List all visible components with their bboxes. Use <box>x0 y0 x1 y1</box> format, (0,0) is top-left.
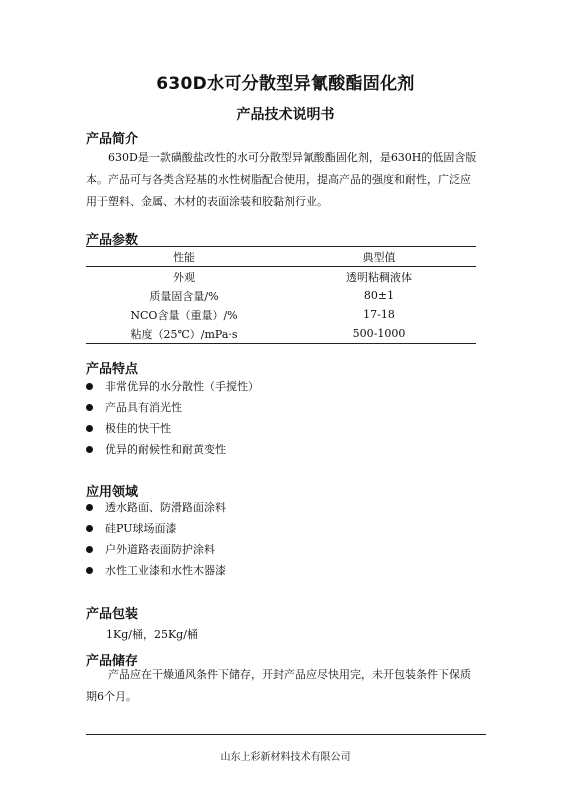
feature-text: 产品具有消光性 <box>105 401 182 414</box>
param-value: 17-18 <box>363 308 395 321</box>
bullet-icon <box>86 404 93 411</box>
feature-text: 非常优异的水分散性（手搅性） <box>105 380 259 393</box>
bullet-icon <box>86 567 93 574</box>
bullet-icon <box>86 504 93 511</box>
table-row <box>86 286 476 305</box>
params-col-property: 性能 <box>86 247 282 267</box>
table-row <box>86 305 476 324</box>
application-text: 硅PU球场面漆 <box>105 522 177 535</box>
intro-heading: 产品简介 <box>86 132 139 147</box>
params-table <box>86 246 476 344</box>
application-text: 透水路面、防滑路面涂料 <box>105 501 226 514</box>
list-item <box>86 439 259 460</box>
intro-line-2: 本。产品可与各类含羟基的水性树脂配合使用，提高产品的强度和耐性，广泛应 <box>86 173 471 186</box>
list-item <box>86 539 226 560</box>
storage-line-2: 期6个月。 <box>86 690 137 703</box>
packaging-text: 1Kg/桶，25Kg/桶 <box>106 628 198 641</box>
features-heading: 产品特点 <box>86 362 139 377</box>
param-name: NCO含量（重量）/% <box>130 308 238 322</box>
table-row <box>86 324 476 344</box>
intro-paragraph <box>86 147 488 213</box>
feature-text: 极佳的快干性 <box>105 422 171 435</box>
params-col-typical: 典型值 <box>282 247 476 267</box>
applications-list <box>86 497 226 581</box>
bullet-icon <box>86 425 93 432</box>
document-subtitle: 产品技术说明书 <box>236 107 335 123</box>
feature-text: 优异的耐候性和耐黄变性 <box>105 443 226 456</box>
features-list <box>86 376 259 460</box>
footer-divider <box>86 734 486 735</box>
packaging-heading: 产品包装 <box>86 607 139 622</box>
storage-heading: 产品储存 <box>86 654 139 669</box>
bullet-icon <box>86 446 93 453</box>
list-item <box>86 376 259 397</box>
list-item <box>86 560 226 581</box>
applications-heading: 应用领域 <box>86 485 139 500</box>
bullet-icon <box>86 525 93 532</box>
document-title: 630D水可分散型异氰酸酯固化剂 <box>156 74 415 94</box>
bullet-icon <box>86 383 93 390</box>
param-name: 外观 <box>173 270 195 284</box>
footer-company: 山东上彩新材料技术有限公司 <box>220 752 351 763</box>
param-value: 500-1000 <box>282 324 476 344</box>
storage-paragraph <box>86 664 488 708</box>
application-text: 水性工业漆和水性木器漆 <box>105 564 226 577</box>
param-value: 80±1 <box>363 289 395 302</box>
list-item <box>86 497 226 518</box>
param-value: 透明粘稠液体 <box>346 270 412 284</box>
table-row <box>86 267 476 287</box>
params-heading: 产品参数 <box>86 233 139 248</box>
bullet-icon <box>86 546 93 553</box>
param-name: 质量固含量/% <box>149 289 219 303</box>
params-header-row <box>86 247 476 267</box>
param-name: 粘度（25℃）/mPa·s <box>86 324 282 344</box>
list-item <box>86 397 259 418</box>
application-text: 户外道路表面防护涂料 <box>105 543 215 556</box>
intro-line-3: 用于塑料、金属、木材的表面涂装和胶黏剂行业。 <box>86 195 328 208</box>
list-item <box>86 518 226 539</box>
intro-line-1: 630D是一款磺酸盐改性的水可分散型异氰酸酯固化剂，是630H的低固含版 <box>108 151 477 164</box>
list-item <box>86 418 259 439</box>
storage-line-1: 产品应在干燥通风条件下储存，开封产品应尽快用完，未开包装条件下保质 <box>108 668 471 681</box>
